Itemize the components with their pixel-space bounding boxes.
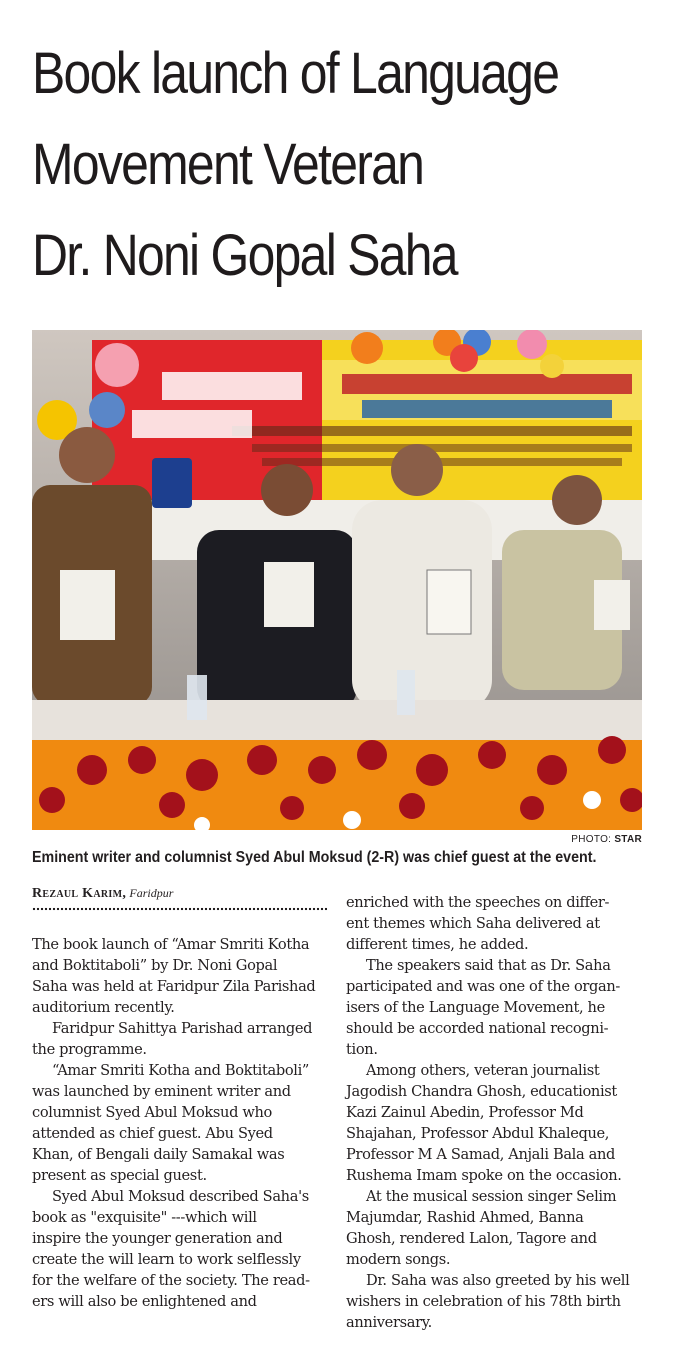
emblem-icon xyxy=(152,458,192,508)
body-line: columnist Syed Abul Moksud who xyxy=(32,1104,272,1121)
body-line: modern songs. xyxy=(346,1251,451,1268)
body-line: isers of the Language Movement, he xyxy=(346,999,605,1016)
balloon xyxy=(95,343,139,387)
article-column-left xyxy=(32,934,332,1312)
headline-line-2: Movement Veteran xyxy=(32,132,424,197)
body-line: Rushema Imam spoke on the occasion. xyxy=(346,1167,622,1184)
body-line: Dr. Saha was also greeted by his well xyxy=(366,1272,630,1289)
body-line: participated and was one of the organ- xyxy=(346,978,620,995)
body-line: Faridpur Sahittya Parishad arranged xyxy=(52,1020,313,1037)
body-line: tion. xyxy=(346,1041,378,1058)
balloon xyxy=(89,392,125,428)
photo-credit-prefix: PHOTO: xyxy=(571,834,615,845)
body-line: Among others, veteran journalist xyxy=(366,1062,600,1079)
body-line: ent themes which Saha delivered at xyxy=(346,915,600,932)
body-line: ers will also be enlightened and xyxy=(32,1293,257,1310)
headline-line-1: Book launch of Language xyxy=(32,41,559,106)
body-line: Syed Abul Moksud described Saha's xyxy=(52,1188,309,1205)
body-line: Kazi Zainul Abedin, Professor Md xyxy=(346,1104,584,1121)
balloon xyxy=(450,344,478,372)
dotted-divider xyxy=(32,907,327,911)
body-line: auditorium recently. xyxy=(32,999,175,1016)
body-line: anniversary. xyxy=(346,1314,432,1331)
body-line: and Boktitaboli” by Dr. Noni Gopal xyxy=(32,957,278,974)
headline-line-3: Dr. Noni Gopal Saha xyxy=(32,223,457,288)
byline-place: Faridpur xyxy=(129,886,174,900)
body-line: Shajahan, Professor Abdul Khaleque, xyxy=(346,1125,610,1142)
flower-arrangement xyxy=(32,740,642,830)
headline xyxy=(32,28,574,301)
body-line: The speakers said that as Dr. Saha xyxy=(366,957,611,974)
photo-caption: Eminent writer and columnist Syed Abul Moksud (2-R) was chief guest at the event. xyxy=(32,849,597,866)
balloon xyxy=(517,330,547,359)
body-line: wishers in celebration of his 78th birth xyxy=(346,1293,621,1310)
byline xyxy=(32,885,173,902)
body-line: was launched by eminent writer and xyxy=(32,1083,291,1100)
body-line: enriched with the speeches on differ- xyxy=(346,894,610,911)
body-line: attended as chief guest. Abu Syed xyxy=(32,1125,273,1142)
body-line: Professor M A Samad, Anjali Bala and xyxy=(346,1146,616,1163)
article-column-right xyxy=(346,892,646,1333)
photo-credit xyxy=(571,834,642,845)
body-line: The book launch of “Amar Smriti Kotha xyxy=(32,936,310,953)
byline-author: Rezaul Karim, xyxy=(32,886,127,901)
body-line: the programme. xyxy=(32,1041,147,1058)
body-line: Jagodish Chandra Ghosh, educationist xyxy=(346,1083,617,1100)
body-line: Majumdar, Rashid Ahmed, Banna xyxy=(346,1209,584,1226)
balloon xyxy=(351,332,383,364)
body-line: “Amar Smriti Kotha and Boktitaboli” xyxy=(52,1062,310,1079)
body-line: At the musical session singer Selim xyxy=(366,1188,617,1205)
event-photo xyxy=(32,330,642,830)
photo-credit-source: STAR xyxy=(614,834,642,845)
body-line: Saha was held at Faridpur Zila Parishad xyxy=(32,978,316,995)
body-line: create the will learn to work selflessly xyxy=(32,1251,301,1268)
body-line: inspire the younger generation and xyxy=(32,1230,283,1247)
body-line: present as special guest. xyxy=(32,1167,207,1184)
body-line: Ghosh, rendered Lalon, Tagore and xyxy=(346,1230,597,1247)
balloon xyxy=(540,354,564,378)
event-photo-illustration xyxy=(32,330,642,830)
body-line: book as "exquisite" ---which will xyxy=(32,1209,257,1226)
body-line: should be accorded national recogni- xyxy=(346,1020,609,1037)
body-line: different times, he added. xyxy=(346,936,529,953)
body-line: Khan, of Bengali daily Samakal was xyxy=(32,1146,285,1163)
body-line: for the welfare of the society. The read- xyxy=(32,1272,310,1289)
